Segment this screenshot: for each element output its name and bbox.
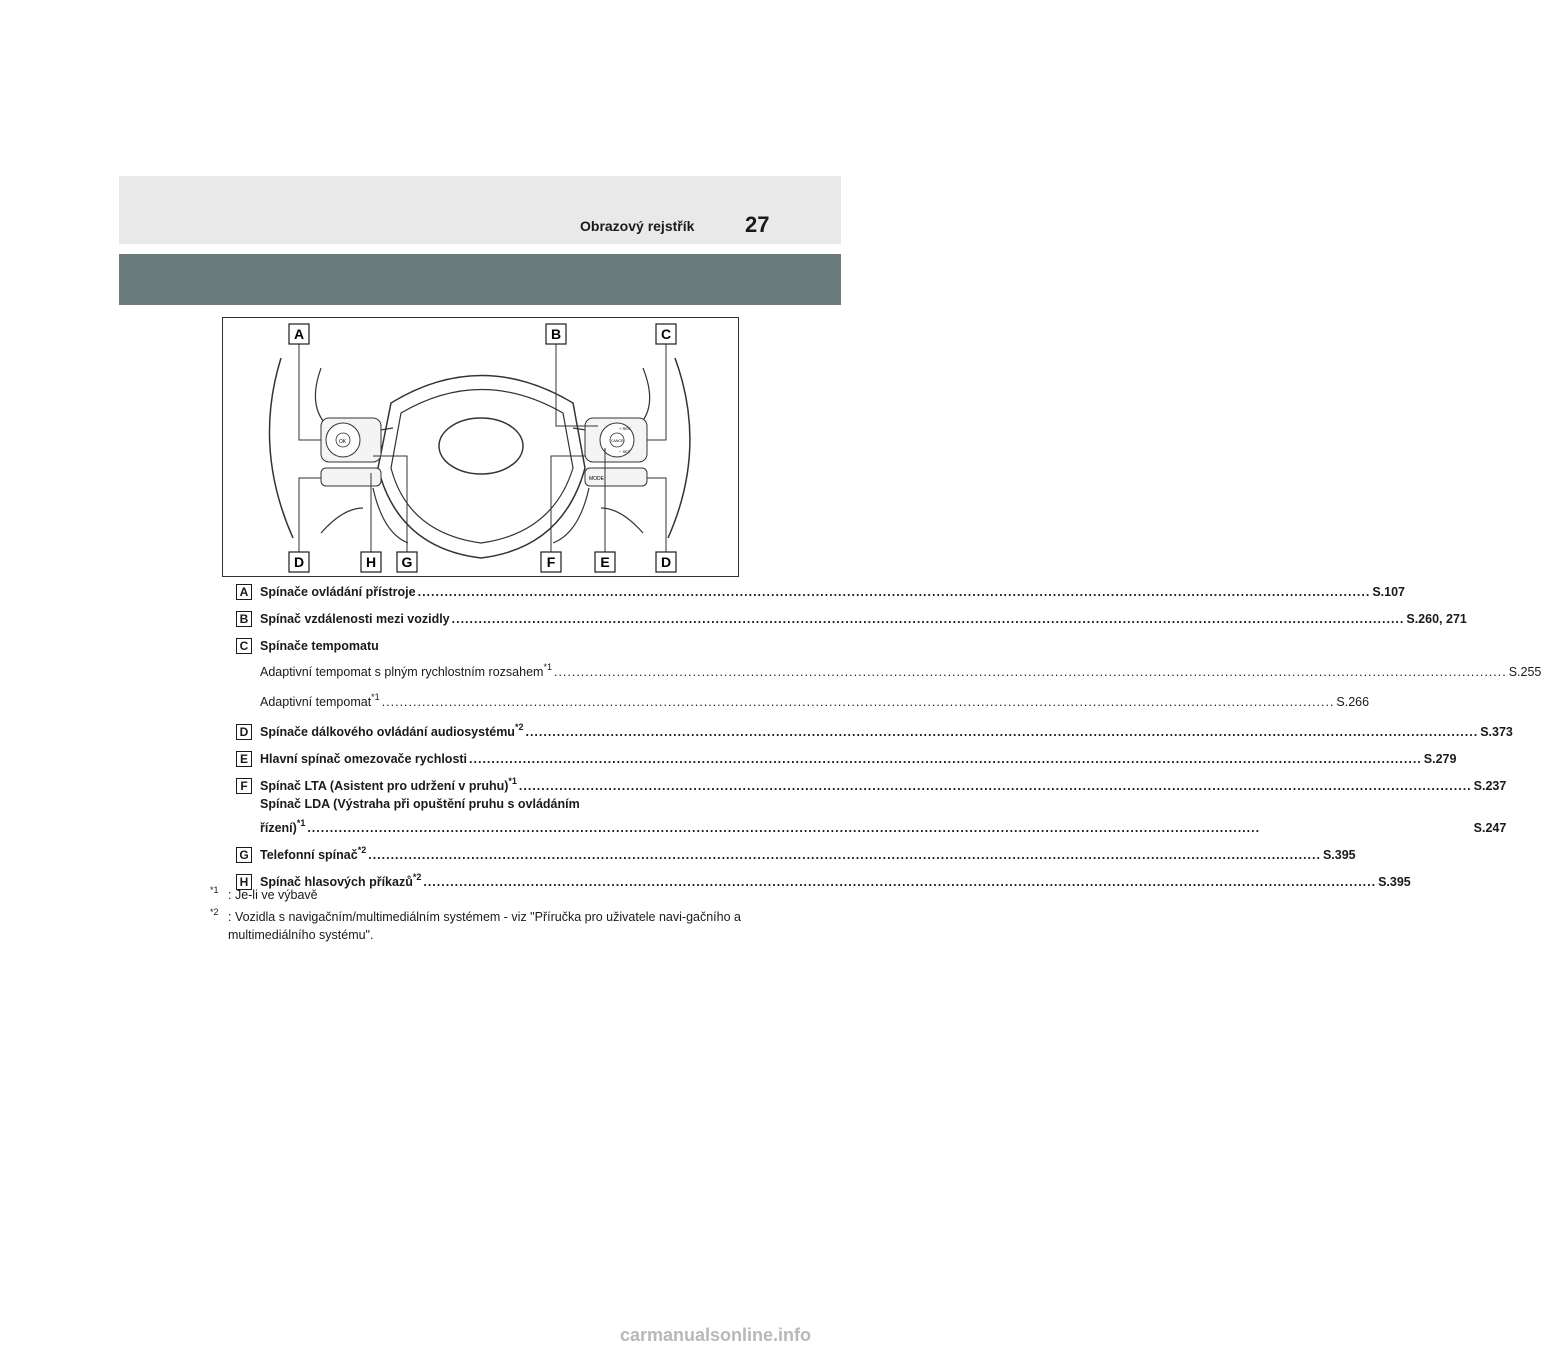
footnote-2 xyxy=(210,908,770,944)
svg-text:C: C xyxy=(660,326,672,342)
entry-letter: A xyxy=(236,584,252,600)
callout-label-f xyxy=(541,552,561,572)
callout-label-b xyxy=(546,324,566,344)
page-number: 27 xyxy=(745,212,770,237)
section-band xyxy=(119,254,841,305)
entry-label: Spínače dálkového ovládání audiosystému xyxy=(260,725,515,739)
footnote-marker: *2 xyxy=(357,845,367,855)
footnote-1 xyxy=(210,886,770,904)
entry-c-sub-2 xyxy=(236,692,1370,711)
entry-label: Telefonní spínač xyxy=(260,848,358,862)
entry-c-sub-1 xyxy=(236,662,1541,681)
svg-text:D: D xyxy=(660,554,672,570)
entry-label: Hlavní spínač omezovače rychlosti xyxy=(260,752,468,766)
footnote-marker: *1 xyxy=(543,662,552,672)
entry-label: Adaptivní tempomat xyxy=(260,695,372,709)
entry-label-line2: Spínač LDA (Výstraha při opuštění pruhu s ovládáním xyxy=(260,797,580,811)
entry-f xyxy=(236,776,1507,837)
page-title: Obrazový rejstřík xyxy=(580,218,695,234)
page-reference[interactable]: S.395 xyxy=(1378,875,1411,889)
ok-button-text: OK xyxy=(339,439,347,445)
mode-button-text: MODE xyxy=(589,476,604,482)
page-reference[interactable]: S.247 xyxy=(1473,821,1507,835)
page-reference[interactable]: S.279 xyxy=(1423,752,1457,766)
entry-label: Spínač hlasových příkazů xyxy=(260,875,413,889)
callout-label-c xyxy=(656,324,676,344)
entry-label: Spínače tempomatu xyxy=(260,639,379,653)
entry-label: Spínače ovládání přístroje xyxy=(260,585,416,599)
entry-letter: G xyxy=(236,847,252,863)
res-button-text: + RES xyxy=(619,426,631,431)
callout-label-d-left xyxy=(289,552,309,572)
page-reference[interactable]: S.237 xyxy=(1473,779,1507,793)
entry-e xyxy=(236,750,1457,768)
entry-letter: E xyxy=(236,751,252,767)
entry-list xyxy=(236,583,1541,900)
footnote-marker: *1 xyxy=(371,692,380,702)
watermark: carmanualsonline.info xyxy=(620,1325,812,1345)
entry-letter: H xyxy=(236,874,252,890)
svg-text:G: G xyxy=(401,554,413,570)
entry-label: Spínač vzdálenosti mezi vozidly xyxy=(260,612,450,626)
entry-letter: D xyxy=(236,724,252,740)
callout-label-a xyxy=(289,324,309,344)
page-reference[interactable]: S.373 xyxy=(1480,725,1513,739)
svg-text:B: B xyxy=(550,326,562,342)
entry-a xyxy=(236,583,1406,601)
footnote-marker: *2 xyxy=(514,722,524,732)
svg-text:A: A xyxy=(293,326,305,342)
set-button-text: − SET xyxy=(619,449,631,454)
svg-text:F: F xyxy=(546,554,556,570)
svg-text:H: H xyxy=(365,554,377,570)
footnote-mark: *2 xyxy=(210,907,219,917)
entry-letter: B xyxy=(236,611,252,627)
page-reference[interactable]: S.266 xyxy=(1336,695,1370,709)
callout-label-g xyxy=(397,552,417,572)
page-reference[interactable]: S.395 xyxy=(1322,848,1356,862)
callout-label-e xyxy=(595,552,615,572)
svg-text:D: D xyxy=(293,554,305,570)
entry-label-line3: řízení) xyxy=(260,821,297,835)
entry-letter: C xyxy=(236,638,252,654)
callout-label-h xyxy=(361,552,381,572)
entry-label: Spínač LTA (Asistent pro udržení v pruhu) xyxy=(260,779,509,793)
entry-d xyxy=(236,722,1513,741)
header-bar xyxy=(119,176,841,244)
footnotes xyxy=(210,886,770,948)
footnote-marker: *2 xyxy=(412,872,422,882)
page-reference[interactable]: S.260, 271 xyxy=(1406,612,1467,626)
page-reference[interactable]: S.255 xyxy=(1508,665,1541,679)
footnote-text: : Je-li ve výbavě xyxy=(228,888,318,902)
steering-wheel-figure xyxy=(222,317,739,577)
entry-g xyxy=(236,845,1356,864)
footnote-mark: *1 xyxy=(210,885,219,895)
callout-label-d-right xyxy=(656,552,676,572)
page-reference[interactable]: S.107 xyxy=(1372,585,1406,599)
steering-wheel-illustration xyxy=(223,318,740,578)
svg-text:E: E xyxy=(600,554,610,570)
entry-label: Adaptivní tempomat s plným rychlostním rozsahem xyxy=(260,665,544,679)
footnote-marker: *1 xyxy=(508,776,517,786)
entry-b xyxy=(236,610,1467,628)
footnote-text: : Vozidla s navigačním/multimediálním systémem - viz "Příručka pro uživatele navi-gačního a multimediálního systému". xyxy=(228,910,741,942)
entry-c xyxy=(236,637,736,655)
footnote-marker: *1 xyxy=(296,818,306,828)
cancel-button-text: CANCEL xyxy=(611,439,626,443)
entry-letter: F xyxy=(236,778,252,794)
